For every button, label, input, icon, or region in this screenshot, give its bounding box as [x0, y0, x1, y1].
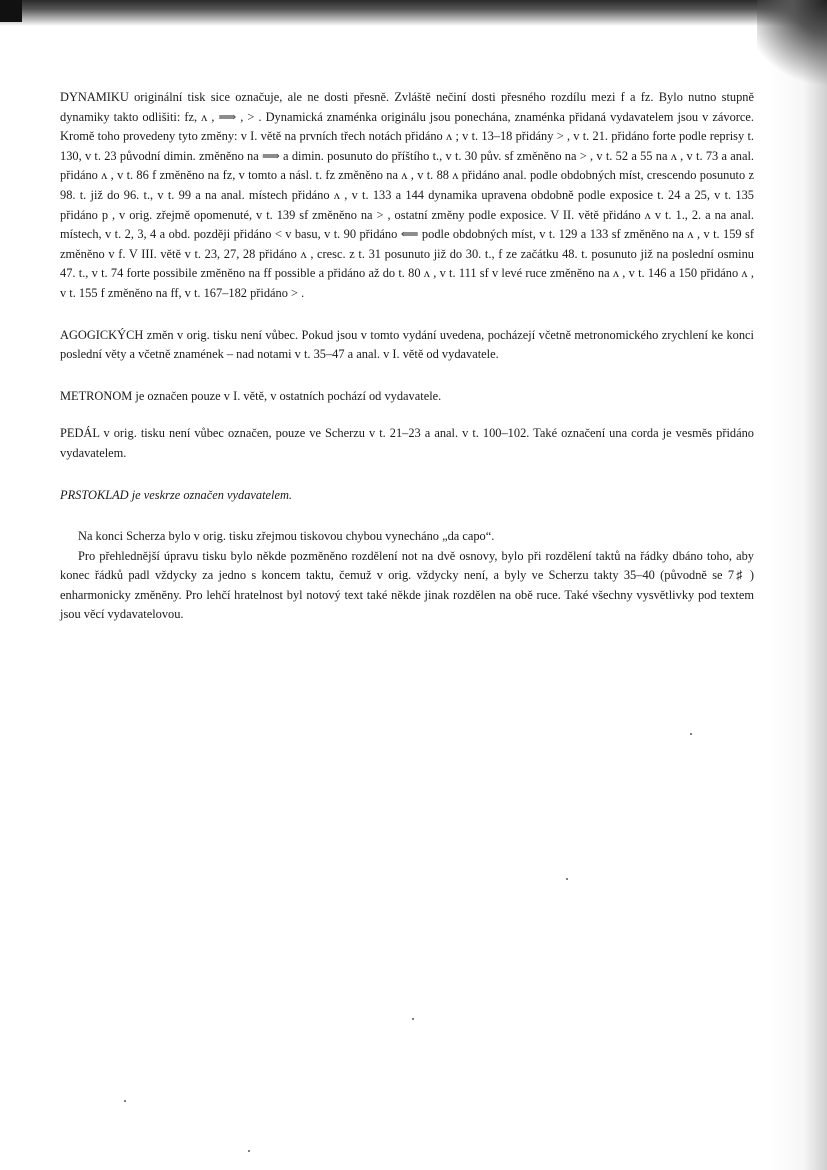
- paragraph-fingering: PRSTOKLAD je veskrze označen vydavatelem.: [60, 487, 293, 502]
- scan-speck: [690, 733, 692, 735]
- scan-speck: [412, 1018, 414, 1020]
- scan-speck: [248, 1150, 250, 1152]
- scan-speck: [566, 878, 568, 880]
- scan-speck: [124, 1100, 126, 1102]
- paragraph-pedal: PEDÁL v orig. tisku není vůbec označen, pouze ve Scherzu v t. 21–23 a anal. v t. 100–102. Také označení una corda je vesměs přidáno vydavatelem.: [60, 426, 754, 460]
- paragraph-layout: Pro přehlednější úpravu tisku bylo někde pozměněno rozdělení not na dvě osnovy, bylo při rozdělení taktů na řádky dbáno toho, aby konec řádků padl vždycky za jedno s koncem taktu, čemuž v orig. vždycky není, a byly ve Scherzu takty 35–40 (původně se 7♯ ) enharmonicky změněny. Pro lehčí hratelnost byl notový text také někde jinak rozdělen na obě ruce. Také všechny vysvětlivky pod textem jsou věcí vydavatelovou.: [60, 548, 754, 622]
- paragraph-da-capo: Na konci Scherza bylo v orig. tisku zřejmou tiskovou chybou vynecháno „da capo“.: [78, 529, 495, 544]
- paragraph-dynamics: DYNAMIKU originální tisk sice označuje, ale ne dosti přesně. Zvláště nečiní dosti přesného rozdílu mezi f a fz. Bylo nutno stupně dynamiky takto odlišiti: fz, ʌ , ⟹ , > . Dynamická znaménka originálu jsou ponechána, znaménka přidaná vydavatelem jsou v závorce. Kromě toho provedeny tyto změny: v I. větě na prvních třech notách přidáno ʌ ; v t. 13–18 přidány > , v t. 21. přidáno forte podle reprisy t. 130, v t. 23 původní dimin. změněno na ⟹ a dimin. posunuto do příštího t., v t. 30 pův. sf změněno na > , v t. 52 a 55 na ʌ , v t. 73 a anal. přidáno ʌ , v t. 86 f změněno na fz, v tomto a násl. t. fz změněno na ʌ , v t. 88 ʌ přidáno anal. podle obdobných míst, crescendo posunuto z 98. t. již do 96. t., v t. 99 a na anal. místech přidáno ʌ , v t. 133 a 144 dynamika upravena obdobně podle exposice t. 24 a 25, v t. 135 přidáno p , v orig. zřejmě opomenuté, v t. 139 sf změněno na > , ostatní změny podle exposice. V II. větě přidáno ʌ v t. 1., 2. a na anal. místech, v t. 2, 3, 4 a obd. později přidáno < v basu, v t. 90 přidáno ⟸ podle obdobných míst, v t. 129 a 133 sf změněno na ʌ , v t. 159 sf změněno v f. V III. větě v t. 23, 27, 28 přidáno ʌ , cresc. z t. 31 posunuto již do 30. t., f ze začátku 48. t. posunuto již na poslední osminu 47. t., v t. 74 forte possibile změněno na ff possible a přidáno až do t. 80 ʌ , v t. 111 sf v levé ruce změněno na ʌ , v t. 146 a 150 přidáno ʌ , v t. 155 f změněno na ff, v t. 167–182 přidáno > .: [60, 90, 754, 300]
- paragraph-agogics: AGOGICKÝCH změn v orig. tisku není vůbec. Pokud jsou v tomto vydání uvedena, pocházejí včetně metronomického zrychlení ke konci poslední věty a včetně znamének – nad notami v t. 35–47 a anal. v I. větě od vydavatele.: [60, 327, 754, 362]
- paragraph-metronome: METRONOM je označen pouze v I. větě, v ostatních pochází od vydavatele.: [60, 388, 442, 403]
- scan-shadow-right: [767, 0, 827, 1170]
- editorial-notes: [60, 88, 754, 625]
- scan-corner-right: [757, 0, 827, 90]
- scan-corner-left: [0, 0, 22, 22]
- scan-shadow-top: [0, 0, 827, 26]
